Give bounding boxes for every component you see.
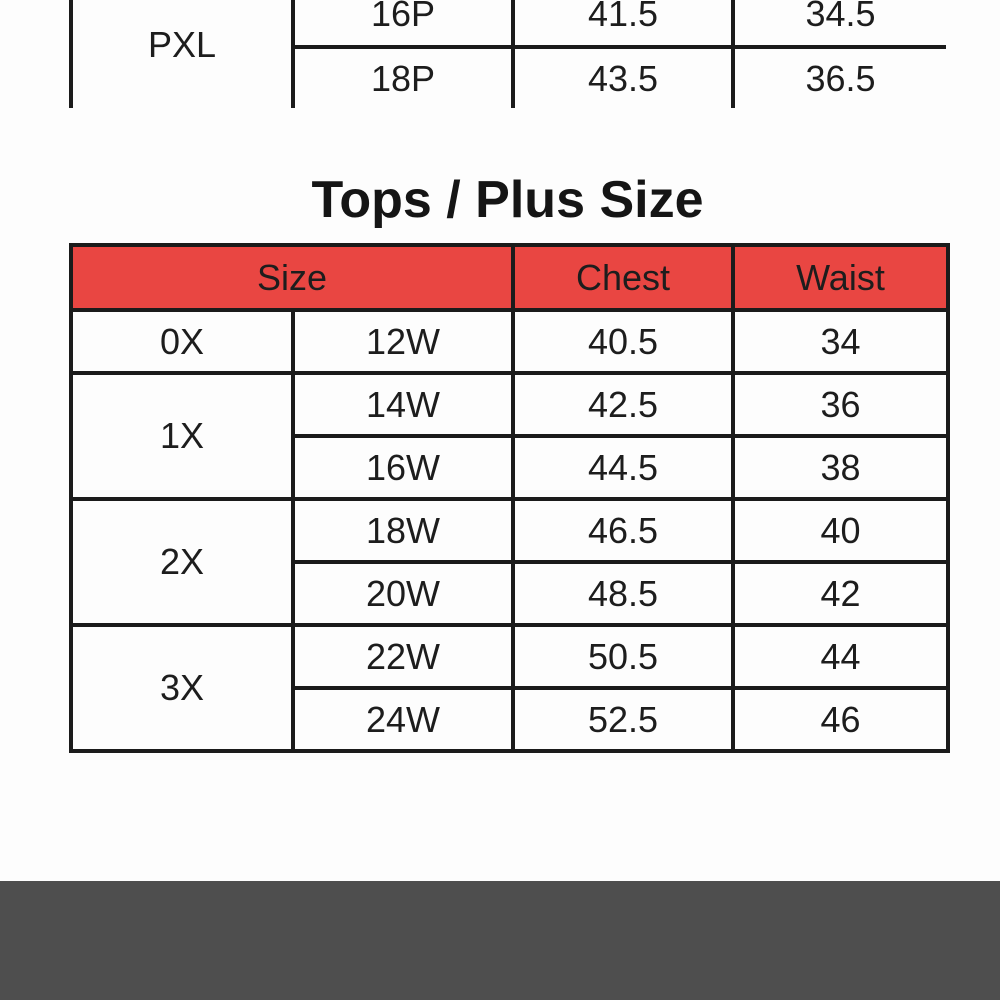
cell-chest: 48.5 [513, 562, 733, 625]
cell-size: 20W [293, 562, 513, 625]
cell-size: 16W [293, 436, 513, 499]
cell-size-group: 3X [71, 625, 293, 751]
header-chest: Chest [513, 245, 733, 310]
cell-waist: 34 [733, 310, 948, 373]
cell-size: 24W [293, 688, 513, 751]
cell-chest: 43.5 [513, 47, 733, 108]
table-row [71, 310, 948, 373]
cell-size-group: 2X [71, 499, 293, 625]
header-size: Size [71, 245, 513, 310]
table-row [71, 625, 948, 688]
cell-size: 14W [293, 373, 513, 436]
table-row [71, 499, 948, 562]
cell-chest: 44.5 [513, 436, 733, 499]
table-header-row [71, 245, 948, 310]
petite-size-table-clip [69, 0, 946, 108]
cell-waist: 36 [733, 373, 948, 436]
cell-waist: 38 [733, 436, 948, 499]
cell-chest: 46.5 [513, 499, 733, 562]
petite-size-table [69, 0, 946, 108]
cell-size: 18P [293, 47, 513, 108]
plus-size-table-title: Tops / Plus Size [311, 171, 704, 229]
cell-chest: 40.5 [513, 310, 733, 373]
cell-waist: 46 [733, 688, 948, 751]
cell-waist: 40 [733, 499, 948, 562]
cell-size-group: 1X [71, 373, 293, 499]
cell-chest: 50.5 [513, 625, 733, 688]
cell-size: 16P [293, 0, 513, 47]
cell-waist: 34.5 [733, 0, 946, 47]
table-row [71, 373, 948, 436]
cell-size: 12W [293, 310, 513, 373]
plus-size-table-wrap [69, 243, 950, 753]
header-waist: Waist [733, 245, 948, 310]
plus-size-table [69, 243, 950, 753]
cell-size: 18W [293, 499, 513, 562]
cell-waist: 42 [733, 562, 948, 625]
table-row [71, 0, 946, 47]
cell-waist: 44 [733, 625, 948, 688]
cell-chest: 41.5 [513, 0, 733, 47]
cell-size-group: PXL [71, 0, 293, 108]
cell-size: 22W [293, 625, 513, 688]
bottom-letterbox-bar [0, 881, 1000, 1000]
cell-chest: 42.5 [513, 373, 733, 436]
cell-waist: 36.5 [733, 47, 946, 108]
cell-size-group: 0X [71, 310, 293, 373]
cell-chest: 52.5 [513, 688, 733, 751]
